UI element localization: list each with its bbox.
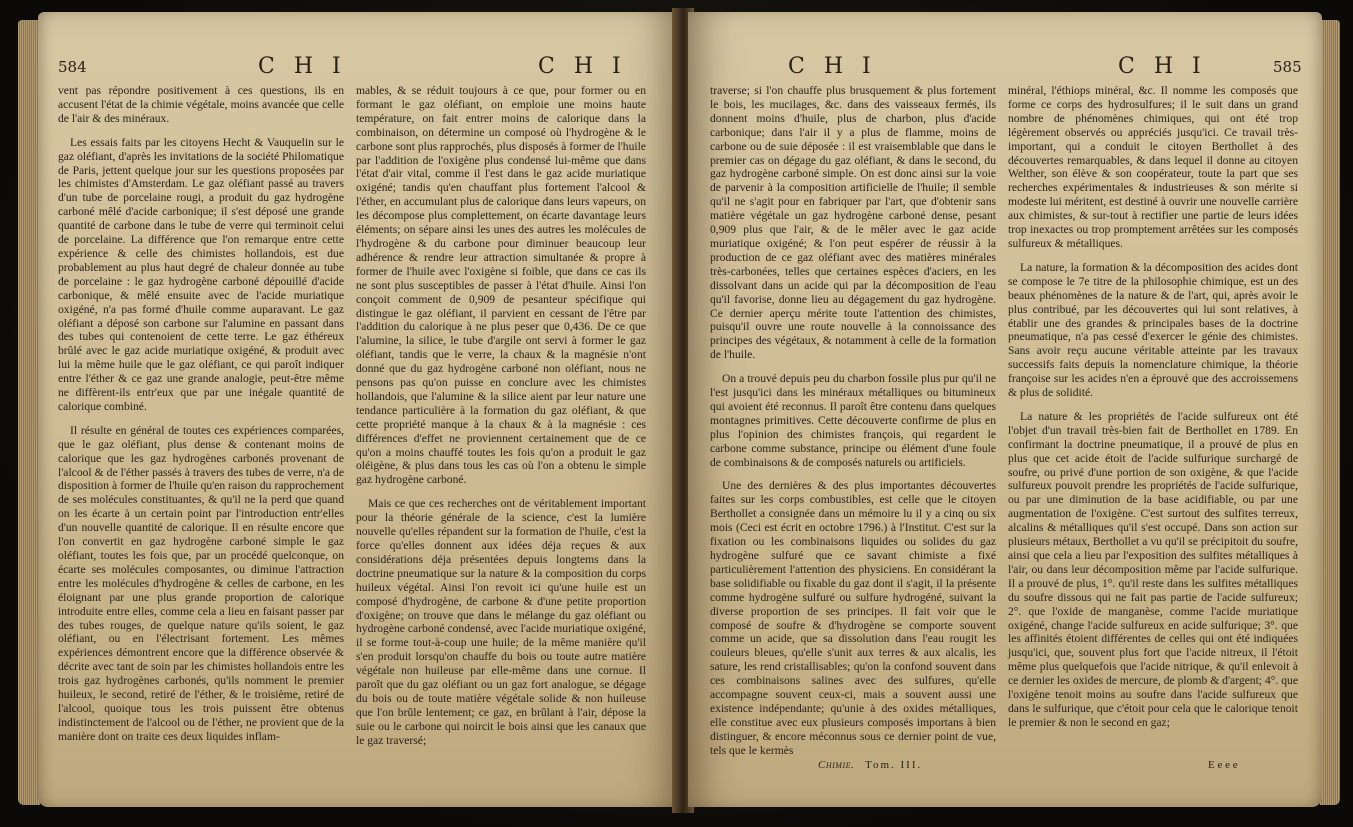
left-header	[38, 50, 678, 80]
page-number: 585	[1273, 58, 1302, 76]
running-head: C H I	[258, 54, 347, 79]
signature-line	[818, 759, 922, 771]
signature-volume: Tom. III.	[865, 759, 923, 771]
left-page	[38, 12, 678, 807]
right-page	[688, 12, 1322, 807]
left-page-edges	[18, 20, 40, 805]
running-head-right-col: C H I	[1118, 54, 1207, 79]
page-number: 584	[58, 58, 87, 76]
paragraph: Les essais faits par les citoyens Hecht & Vauquelin sur le gaz oléfiant, d'après les invitations de la société Philomatique de Paris, jettent quelque jour sur les questions proposées par les chimistes d'Amsterdam. Le gaz oléfiant passé au travers d'un tube de porcelaine rougi, a produit du gaz hydrogène carboné mêlé d'acide carbonique; il s'est déposé une grande quantité de carbone dans le tube de verre qui terminoit celui de porcelaine. La différence que l'on remarque entre cette expérience & celle des chimistes hollandois, est due probablement au plus haut degré de chaleur donnée au tube de porcelaine : le gaz hydrogène carboné dépouillé d'acide carbonique, & mêlé ensuite avec de l'acide muriatique oxigéné, n'a pas formé d'huile comme auparavant. Le gaz oléfiant a déposé son carbone sur l'alumine en passant dans des tubes qui contenoient de cette terre. Le gaz éthéreux brûlé avec le gaz acide muriatique oxigéné, & produit avec lui la même huile que le gaz oléfiant, ce qui paroît indiquer entre l'éther & ce gaz une grande analogie, peut-être même ne diffèrent-ils entr'eux que par une inégale quantité de calorique combiné.	[58, 135, 344, 413]
paragraph: La nature & les propriétés de l'acide sulfureux ont été l'objet d'un travail très-bien fait de Berthollet en 1789. En confirmant la doctrine pneumatique, il a prouvé de plus en plus que cet acide étoit de l'acide sulfurique surchargé de soufre, ou privé d'une portion de son oxigène, & que l'acide sulfureux pouvoit prendre les propriétés de l'acide sulfurique, ou par une diminution de la base acidifiable, ou par une augmentation de l'oxigène. C'est surtout des sulfites terreux, alcalins & métalliques qu'il s'est occupé. Dans son action sur plusieurs métaux, Berthollet a vu qu'il se précipitoit du soufre, ainsi que cela a lieu par l'exposition des sulfites métalliques à l'air, ou dans leur décomposition même par l'acide sulfurique. Il a prouvé de plus, 1°. qu'il reste dans les sulfites métalliques du soufre dissous qui ne fait pas partie de l'acide sulfureux; 2°. que l'oxide de manganèse, comme l'acide muriatique oxigéné, change l'acide sulfureux en acide sulfurique; 3°. que les affinités étoient différentes de celles qui ont été indiquées jusqu'ici, que, souvent plus fort que l'acide nitreux, il l'étoit même plus quelquefois que l'acide nitrique, & qu'il enlevoit à ce dernier les oxides de mercure, de plomb & d'argent; 4°. que l'oxigène tenoit moins au soufre dans l'acide sulfureux que dans le sulfurique, que c'étoit pour cela que le calorique tenoit le premier & non le second en gaz;	[1008, 409, 1298, 729]
running-head: C H I	[788, 54, 877, 79]
left-column-1	[58, 84, 344, 754]
paragraph: traverse; si l'on chauffe plus brusquement & plus fortement le bois, les mucilages, &c. dans des vaisseaux fermés, ils donnent moins d'huile, plus de charbon, plus d'acide carbonique; dans l'air il y a plus de flamme, moins de carbone ou de suie déposée : il est vraisemblable que dans le premier cas on dégage du gaz oléfiant, & dans le second, du gaz hydrogène carboné simple. On est donc ainsi sur la voie de parvenir à la composition artificielle de l'huile; il semble qu'il ne s'agit pour en fabriquer par l'art, que d'obtenir sans matière végétale un gaz hydrogène carboné dense, pesant 0,909 plus que l'air, & de le mêler avec le gaz acide muriatique oxigéné; & l'on peut espérer de réussir à la production de ce gaz oléfiant avec des matières minérales très-carbonées, telles que certaines espèces d'aciers, en les dissolvant dans un acide qui par la décomposition de l'eau qu'il favorise, donne lieu au dégagement du gaz hydrogène. Ce dernier aperçu mérite toute l'attention des chimistes, puisqu'il ouvre une route nouvelle à la connoissance des principes des végétaux, & notamment à celle de la formation de l'huile.	[710, 84, 996, 362]
paragraph: On a trouvé depuis peu du charbon fossile plus pur qu'il ne l'est jusqu'ici dans les minéraux métalliques ou bitumineux qui avoient été reconnus. Il paroît être contenu dans quelques montagnes primitives. Cette découverte confirme de plus en plus l'opinion des chimistes françois, qui regardent le carbone comme substance, principe ou élément d'une foule de combinaisons & de composés naturels ou artificiels.	[710, 372, 996, 469]
running-head-right-col: C H I	[538, 54, 627, 79]
left-column-2	[356, 84, 646, 758]
right-header	[688, 50, 1322, 80]
paragraph: mables, & se réduit toujours à ce que, pour former ou en formant le gaz oléfiant, on emploie une moins haute température, on fait entrer moins de calorique dans la combinaison, on détermine un composé où l'hydrogène & le carbone sont plus rapprochés, plus disposés à former de l'huile par l'addition de l'oxigène plus condensé lui-même que dans l'état d'air vital, comme il l'est dans le gaz acide muriatique oxigéné; tandis qu'en chauffant plus fortement l'alcool & l'éther, en accumulant plus de calorique dans leurs vapeurs, on les décompose plus complettement, on écarte davantage leurs éléments; on sépare ainsi les unes des autres les molécules de l'hydrogène & du carbone pour diminuer beaucoup leur adhérence & rendre leur attraction simultanée & propre à former de l'huile avec l'oxigène si foible, que dans ce cas ils ne sont plus susceptibles de passer à l'état d'huile. Ainsi l'on conçoit comment de 0,909 de pesanteur spécifique qui distingue le gaz oléfiant, il parvient en cessant de l'être par l'addition du calorique à ne plus peser que 0,436. De ce que l'alumine, la silice, le tube d'argile ont servi à former le gaz oléfiant, tandis que le verre, la chaux & la magnésie n'ont donné que du gaz hydrogène carboné non oléfiant, nous ne pensons pas qu'on puisse en conclure avec les chimistes hollandois, que l'alumine & la silice aient par leur nature une tendance particulière à la formation du gaz oléfiant, & que cette propriété manque à la chaux & à la magnésie : ces différences d'effet ne proviennent certainement que de ce qu'on a moins chauffé toutes les fois qu'on a produit le gaz oléigène, & plus dans tous les cas où l'on a obtenu le simple gaz hydrogène carboné.	[356, 84, 646, 487]
catchword: E e e e	[1208, 759, 1238, 771]
paragraph: Il résulte en général de toutes ces expériences comparées, que le gaz oléfiant, plus dense & contenant moins de calorique que les gaz hydrogènes carbonés provenant de l'alcool & de l'éther passés à travers des tubes de verre, n'a de disposition à former de l'huile qu'en raison du rapprochement de ses molécules constituantes, & qu'il ne la perd que quand on les écarte à un certain point par l'introduction entr'elles d'un nouvelle quantité de calorique. Il en résulte encore que l'on convertit en gaz hydrogène carboné simple le gaz oléfiant, toutes les fois que, par un procédé quelconque, on écarte ses molécules composantes, ou diminue l'attraction entre les molécules d'hydrogène & celles de carbone, en les éloignant par une plus grande proportion de calorique introduite entre elles, comme cela a lieu en faisant passer par des tubes rouges, de quelque nature qu'ils soient, le gaz oléfiant, ou en l'électrisant fortement. Les mêmes expériences démontrent encore que la différence observée & décrite avec tant de soin par les chimistes hollandois entre les trois gaz hydrogènes carbonés, qu'ils nomment le premier huileux, le second, retiré de l'éther, & le troisième, retiré de l'alcool, quoique tous les trois puissent être obtenus indistinctement de l'alcool ou de l'éther, ne provient que de la manière dont on traite ces deux liquides inflam-	[58, 423, 344, 743]
paragraph: La nature, la formation & la décomposition des acides dont se compose le 7e titre de la philosophie chimique, est un des beaux phénomènes de la nature & de l'art, qui, après avoir le plus contribué, par les découvertes qui lui sont relatives, à établir une des grandes & principales bases de la doctrine pneumatique, n'a pas cessé d'exercer le génie des chimistes. Sans avoir reçu aucune véritable atteinte par les travaux successifs faits depuis la nomenclature chimique, la théorie françoise sur les acides n'en a éprouvé que des accroissemens & plus de solidité.	[1008, 260, 1298, 400]
paragraph: vent pas répondre positivement à ces questions, ils en accusent l'état de la chimie végétale, moins avancée que celle de l'air & des minéraux.	[58, 84, 344, 125]
right-column-2	[1008, 84, 1298, 740]
paragraph: Une des dernières & des plus importantes découvertes faites sur les corps combustibles, est celle que le citoyen Berthollet a consignée dans un mémoire lu il y a cinq ou six mois (Ceci est écrit en octobre 1796.) à l'Institut. C'est sur la fixation ou les combinaisons liquides ou solides du gaz hydrogène sulfuré que ce savant chimiste a fixé particulièrement l'attention des physiciens. En considérant la base solidifiable ou fixable du gaz dont il s'agit, il la présente comme hydrogène sulfuré ou sulfure hydrogéné, suivant la diverse proportion de ses principes. Il fait voir que le composé de soufre & d'hydrogène se comporte souvent comme un acide, que sa dissolution dans l'eau rougit les couleurs bleues, qu'elle s'unit aux terres & aux alcalis, les sature, les rend cristallisables; qu'on la confond souvent dans ces combinaisons salines avec des sulfures, qu'elle accompagne souvent ceux-ci, mais a souvent aussi une existence indépendante; qu'unie à des oxides métalliques, elle constitue avec eux plusieurs composés importans à bien distinguer, & encore méconnus sous ce dernier point de vue, tels que le kermès	[710, 479, 996, 757]
signature-title: Chimie.	[818, 759, 855, 771]
right-column-1	[710, 84, 996, 768]
right-page-edges	[1320, 20, 1340, 805]
paragraph: Mais ce que ces recherches ont de véritablement important pour la théorie générale de la science, c'est la lumière nouvelle qu'elles répandent sur la formation de l'huile, c'est la force qu'elles donnent aux idées déja reçues & aux considérations déja présentées depuis longtems dans la doctrine pneumatique sur la nature & la composition du corps huileux végétal. Ainsi l'on revoit ici qu'une huile est un composé d'hydrogène, de carbone & d'une petite proportion d'oxigène; on trouve que dans le mélange du gaz oléfiant ou hydrogène carboné condensé, avec l'acide muriatique oxigéné, il se forme tout-à-coup une huile; de la même manière qu'il s'en produit lorsqu'on chauffe du bois ou toute autre matière végétale non huileuse par elle-même dans une cornue. Il paroît que du gaz oléfiant ou un gaz fort analogue, se dégage du bois ou de toute matière végétale solide & non huileuse que l'on brûle lentement; ce gaz, en brûlant à l'air, dépose la suie ou le carbone qui noircit le bois ainsi que les canaux que le gaz traversé;	[356, 497, 646, 747]
paragraph: minéral, l'éthiops minéral, &c. Il nomme les composés que forme ce corps des hydrosulfures; il le suit dans un grand nombre de phénomènes chimiques, qui ont été trop légèrement observés ou appréciés jusqu'ici. Ce travail très-important, qui a conduit le citoyen Berthollet à des découvertes remarquables, & dans lequel il donne au citoyen Welther, son élève & son coopérateur, toute la part que ses recherches expérimentales & industrieuses & son mérite si modeste lui méritent, est destiné à ouvrir une nouvelle carrière aux chimistes, & sur-tout à rectifier une partie de leurs idées trop inexactes ou trop promptement arrêtées sur les composés sulfureux & métalliques.	[1008, 84, 1298, 250]
